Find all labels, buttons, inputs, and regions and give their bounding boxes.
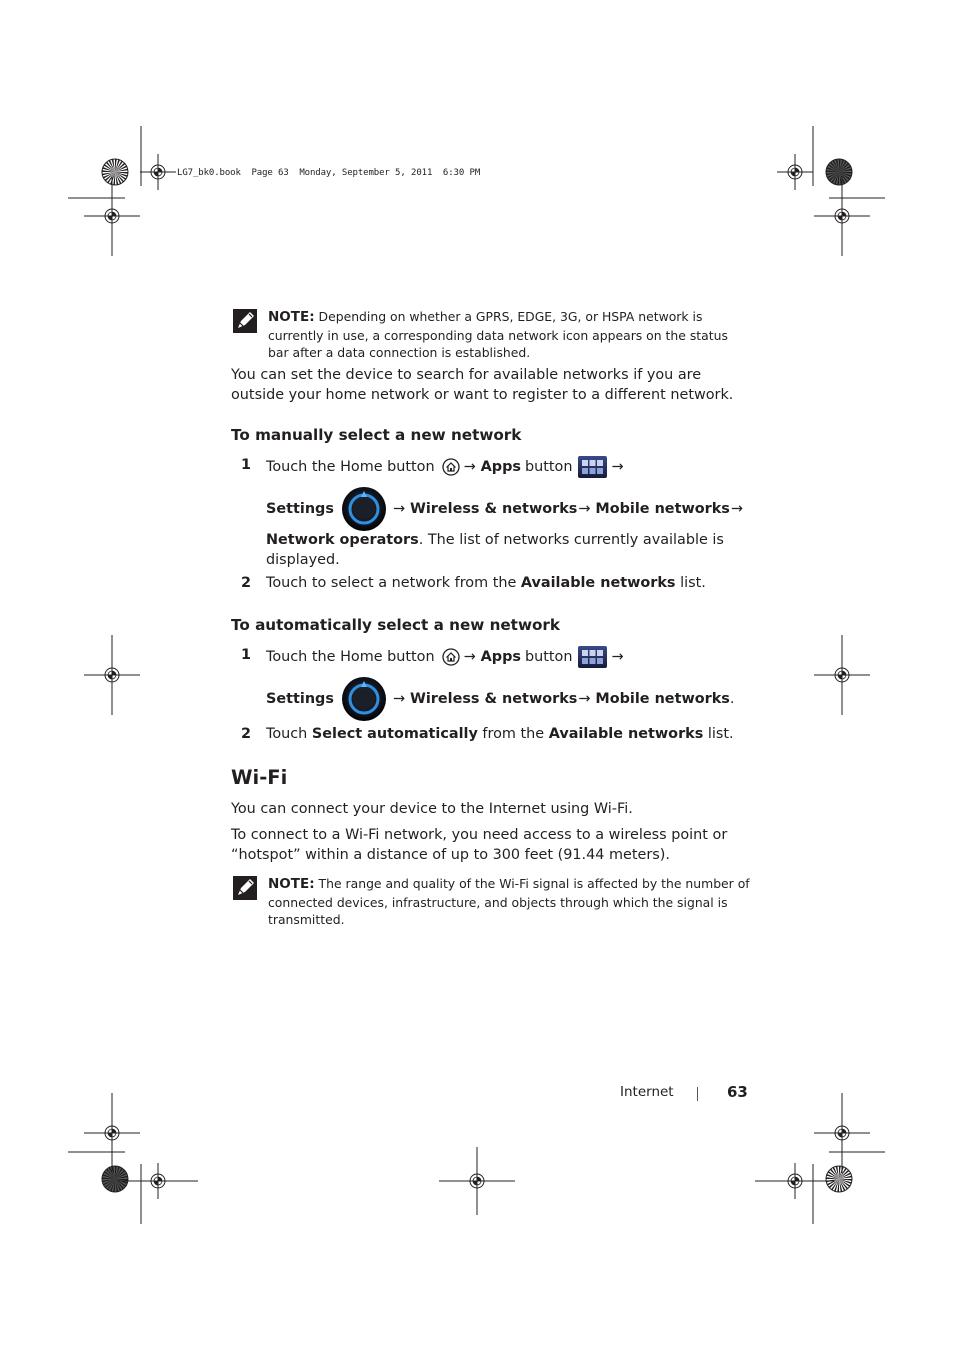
network-operators-label: Network operators <box>266 532 419 548</box>
note-label: NOTE: <box>268 876 315 892</box>
arrow: → <box>463 649 476 665</box>
note-box-1 <box>232 308 752 362</box>
registration-mark-icon <box>84 176 140 256</box>
manual-step1-line2 <box>266 485 744 533</box>
registration-mark-icon <box>118 1163 198 1199</box>
registration-mark-icon <box>755 1163 835 1199</box>
arrow: → <box>392 691 405 707</box>
registration-mark-icon <box>814 1093 870 1173</box>
available-networks-label: Available networks <box>520 575 676 591</box>
wifi-paragraph-2: To connect to a Wi-Fi network, you need access to a wireless point or “hotspot” within a distance of up to 300 feet (91.44 meters). <box>231 827 728 863</box>
arrow: → <box>730 501 743 517</box>
mobile-networks-label: Mobile networks <box>595 501 730 517</box>
step-text: list. <box>675 575 706 591</box>
home-icon <box>442 458 460 476</box>
step-number: 2 <box>241 726 252 742</box>
apps-label: Apps <box>480 459 521 475</box>
wireless-networks-label: Wireless & networks <box>410 501 578 517</box>
apps-grid-icon <box>578 456 607 478</box>
registration-mark-icon <box>84 1093 140 1173</box>
arrow: → <box>611 459 624 475</box>
auto-step1-line1 <box>266 645 625 669</box>
arrow: → <box>392 501 405 517</box>
crop-mark <box>829 1152 885 1153</box>
step-text: . The list of networks currently available is displayed. <box>266 532 724 568</box>
step-text: Touch <box>266 726 312 742</box>
step-text: Touch to select a network from the <box>266 575 521 591</box>
button-word: button <box>524 459 573 475</box>
mobile-networks-label: Mobile networks <box>595 691 730 707</box>
crop-mark <box>141 126 142 186</box>
crop-mark <box>813 126 814 186</box>
pencil-note-icon <box>232 875 258 901</box>
step-number: 1 <box>241 647 252 663</box>
wireless-networks-label: Wireless & networks <box>410 691 578 707</box>
page-number: 63 <box>727 1083 748 1101</box>
crop-mark <box>141 1164 142 1224</box>
manual-step2 <box>266 575 706 591</box>
button-word: button <box>524 649 573 665</box>
step-text: list. <box>703 726 734 742</box>
note-box-2 <box>232 875 752 929</box>
note-label: NOTE: <box>268 309 315 325</box>
apps-label: Apps <box>480 649 521 665</box>
registration-mark-icon <box>814 635 870 715</box>
select-automatically-label: Select automatically <box>311 726 478 742</box>
registration-mark-icon <box>814 176 870 256</box>
footer-separator <box>697 1087 698 1101</box>
print-slug-line: LG7_bk0.book Page 63 Monday, September 5, 2011 6:30 PM <box>177 168 481 178</box>
crop-mark <box>813 1164 814 1224</box>
auto-step1-line2 <box>266 675 734 723</box>
period: . <box>729 691 735 707</box>
wifi-paragraph-1: You can connect your device to the Internet using Wi-Fi. <box>231 801 633 817</box>
step-text: from the <box>477 726 549 742</box>
note-text: The range and quality of the Wi-Fi signal is affected by the number of connected devices, infrastructure, and objects through which the signal is transmitted. <box>268 876 750 927</box>
settings-label: Settings <box>266 501 334 517</box>
auto-select-heading: To automatically select a new network <box>231 616 560 634</box>
registration-mark-icon <box>140 154 176 190</box>
step-number: 2 <box>241 575 252 591</box>
footer-section-name: Internet <box>620 1084 674 1100</box>
step-text: Touch the Home button <box>266 459 435 475</box>
registration-mark-icon <box>439 1147 515 1215</box>
settings-dial-icon <box>341 676 387 722</box>
crop-mark <box>829 198 885 199</box>
crop-mark <box>68 198 125 199</box>
registration-mark-icon <box>84 635 140 715</box>
arrow: → <box>578 501 591 517</box>
pencil-note-icon <box>232 308 258 334</box>
crop-mark <box>68 1152 125 1153</box>
arrow: → <box>611 649 624 665</box>
manual-step1-line3 <box>266 530 736 570</box>
step-text: Touch the Home button <box>266 649 435 665</box>
auto-step2 <box>266 726 734 742</box>
wifi-heading: Wi-Fi <box>231 766 288 789</box>
apps-grid-icon <box>578 646 607 668</box>
arrow: → <box>578 691 591 707</box>
manual-step1-line1 <box>266 455 625 479</box>
settings-dial-icon <box>341 486 387 532</box>
step-number: 1 <box>241 457 252 473</box>
note-text: Depending on whether a GPRS, EDGE, 3G, or HSPA network is currently in use, a corresponding data network icon appears on the status bar after a data connection is established. <box>268 309 728 360</box>
intro-paragraph: You can set the device to search for available networks if you are outside your home network or want to register to a different network. <box>231 367 734 403</box>
manual-select-heading: To manually select a new network <box>231 426 522 444</box>
registration-mark-icon <box>777 154 813 190</box>
home-icon <box>442 648 460 666</box>
available-networks-label: Available networks <box>548 726 704 742</box>
arrow: → <box>463 459 476 475</box>
settings-label: Settings <box>266 691 334 707</box>
